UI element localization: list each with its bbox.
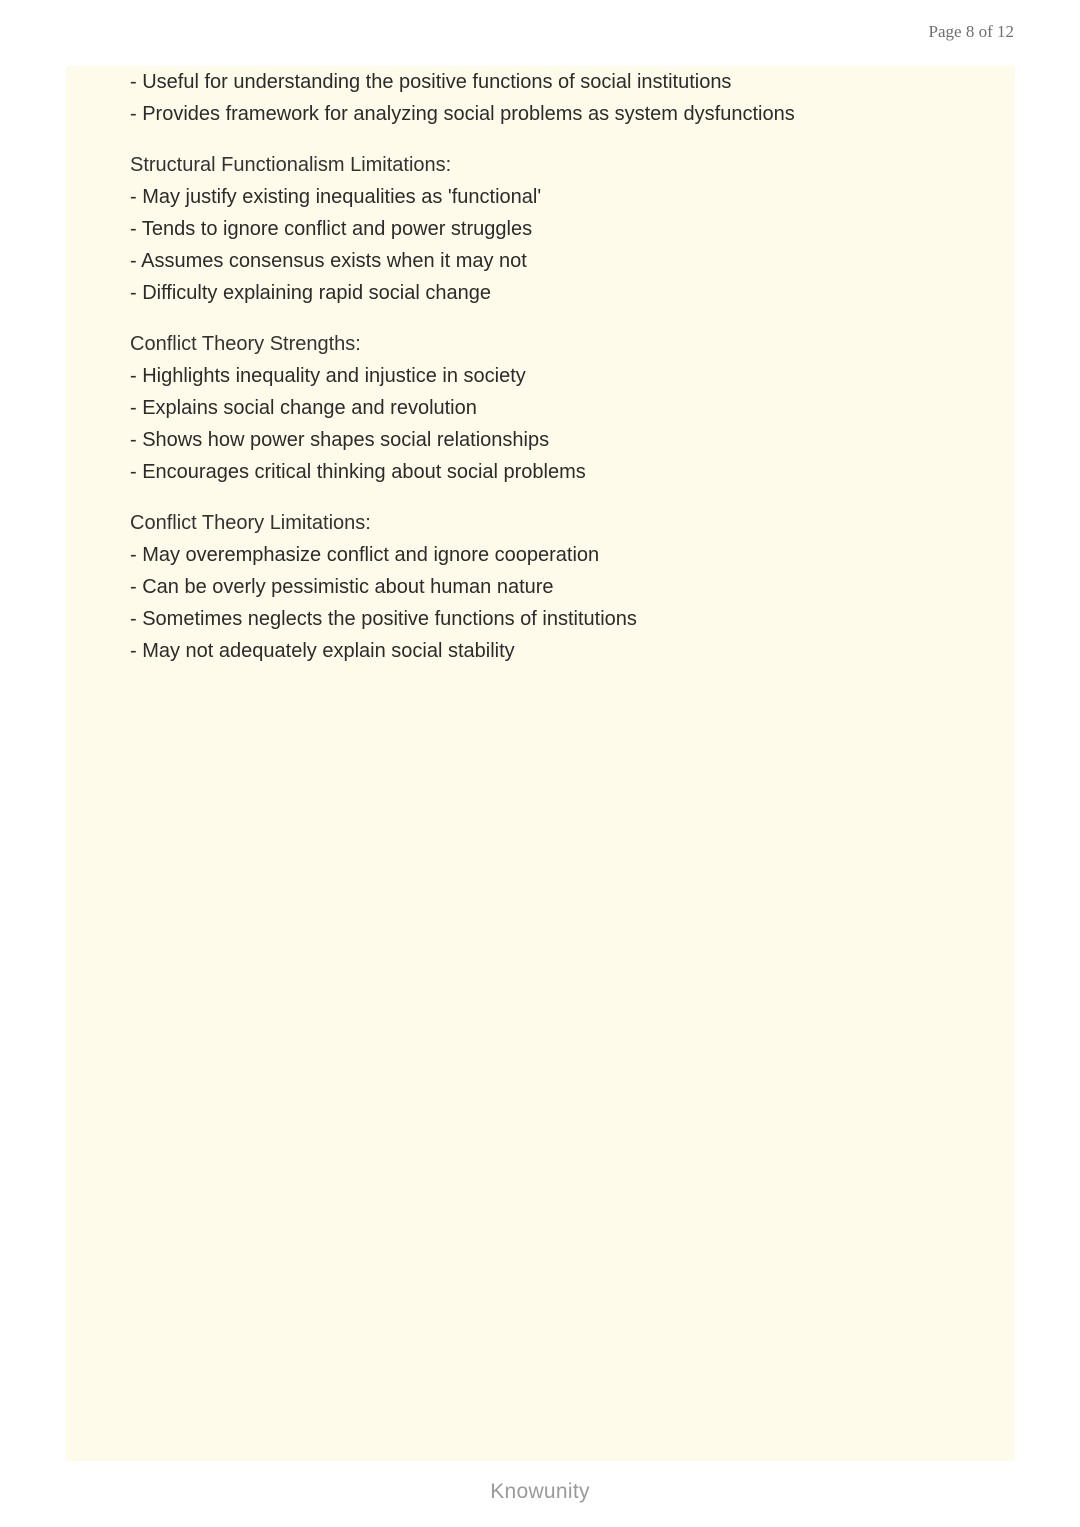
bullet-item: - Encourages critical thinking about social problems — [130, 461, 586, 483]
page-number: Page 8 of 12 — [928, 22, 1014, 41]
bullet-item: - Tends to ignore conflict and power struggles — [130, 218, 533, 240]
bullet-item: - May justify existing inequalities as 'functional' — [130, 186, 542, 208]
bullet-item: - Can be overly pessimistic about human nature — [130, 576, 554, 598]
section-ct-strengths — [130, 328, 1000, 488]
bullet-item: - Explains social change and revolution — [130, 397, 477, 419]
bullet-item: - Highlights inequality and injustice in society — [130, 365, 526, 387]
bullet-item: - Shows how power shapes social relationships — [130, 429, 550, 451]
section-heading: Conflict Theory Strengths: — [130, 333, 361, 355]
section-ct-limitations — [130, 507, 1000, 667]
section-heading: Structural Functionalism Limitations: — [130, 154, 452, 176]
bullet-item: - Useful for understanding the positive functions of social institutions — [130, 71, 732, 93]
bullet-item: - Assumes consensus exists when it may not — [130, 250, 527, 272]
bullet-item: - May not adequately explain social stability — [130, 640, 515, 662]
note-content — [130, 66, 1000, 686]
bullet-item: - Difficulty explaining rapid social change — [130, 282, 491, 304]
section-sf-limitations — [130, 149, 1000, 309]
bullet-item: - Provides framework for analyzing social problems as system dysfunctions — [130, 103, 795, 125]
bullet-item: - May overemphasize conflict and ignore cooperation — [130, 544, 600, 566]
intro-bullet-list — [130, 66, 1000, 130]
section-heading: Conflict Theory Limitations: — [130, 512, 371, 534]
footer-brand: Knowunity — [490, 1480, 590, 1503]
bullet-item: - Sometimes neglects the positive functions of institutions — [130, 608, 637, 630]
